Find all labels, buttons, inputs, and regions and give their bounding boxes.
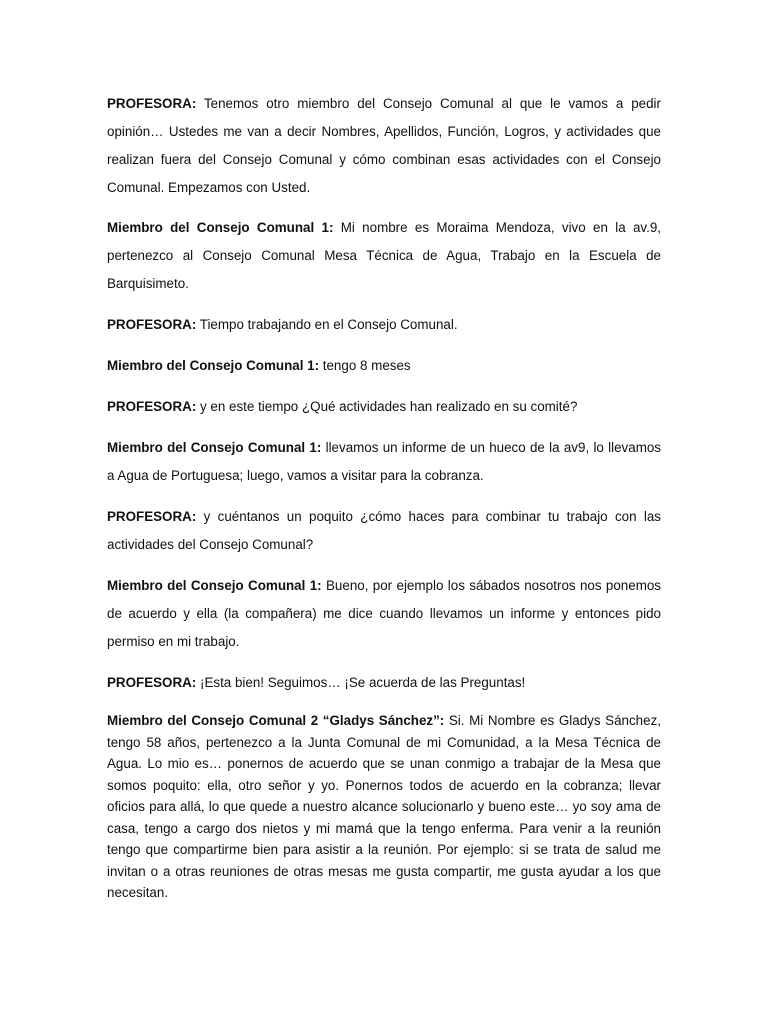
dialogue-text: Si. Mi Nombre es Gladys Sánchez, tengo 58 años, pertenezco a la Junta Comunal de mi Comunidad, a la Mesa Técnica de Agua. Lo mio es… ponernos de acuerdo que se unan conmigo a trabajar de la Mesa que somos poquito: ella, otro señor y yo. Ponernos todos de acuerdo en la cobranza; llevar oficios para allá, lo que quede a nuestro alcance solucionarlo y bueno este… yo soy ama de casa, tengo a cargo dos nietos y mi mamá que la tengo enferma. Para venir a la reunión tengo que compartirme bien para asistir a la reunión. Por ejemplo: si se trata de salud me invitan o a otras reuniones de otras mesas me gusta compartir, me gusta ayudar a los que necesitan. (107, 713, 661, 900)
dialogue-text: Tenemos otro miembro del Consejo Comunal al que le vamos a pedir opinión… Ustedes me van a decir Nombres, Apellidos, Función, Logros, y actividades que realizan fuera del Consejo Comunal y cómo combinan esas actividades con el Consejo Comunal. Empezamos con Usted. (107, 96, 661, 195)
speaker-label: PROFESORA: (107, 399, 197, 414)
dialogue-text: Tiempo trabajando en el Consejo Comunal. (196, 317, 458, 332)
dialogue-paragraph-3 (107, 311, 661, 339)
dialogue-text: llevamos un informe de un hueco de la av9, lo llevamos a Agua de Portuguesa; luego, vamos a visitar para la cobranza. (107, 440, 661, 483)
speaker-label: PROFESORA: (107, 317, 197, 332)
dialogue-paragraph-8 (107, 572, 661, 656)
dialogue-paragraph-5 (107, 393, 661, 421)
speaker-label: PROFESORA: (107, 675, 197, 690)
dialogue-text: y cuéntanos un poquito ¿cómo haces para combinar tu trabajo con las actividades del Consejo Comunal? (107, 509, 661, 552)
dialogue-paragraph-6 (107, 434, 661, 490)
dialogue-paragraph-7 (107, 503, 661, 559)
speaker-label: Miembro del Consejo Comunal 1: (107, 440, 322, 455)
speaker-label: PROFESORA: (107, 96, 197, 111)
dialogue-text: Mi nombre es Moraima Mendoza, vivo en la av.9, pertenezco al Consejo Comunal Mesa Técnica de Agua, Trabajo en la Escuela de Barquisimeto. (107, 220, 661, 291)
dialogue-text: y en este tiempo ¿Qué actividades han realizado en su comité? (196, 399, 578, 414)
dialogue-paragraph-10 (107, 710, 661, 904)
dialogue-text: tengo 8 meses (319, 358, 411, 373)
dialogue-text: ¡Esta bien! Seguimos… ¡Se acuerda de las Preguntas! (196, 675, 526, 690)
dialogue-paragraph-4 (107, 352, 661, 380)
speaker-label: Miembro del Consejo Comunal 1: (107, 220, 334, 235)
speaker-label: Miembro del Consejo Comunal 1: (107, 358, 320, 373)
dialogue-paragraph-9 (107, 669, 661, 697)
dialogue-text: Bueno, por ejemplo los sábados nosotros nos ponemos de acuerdo y ella (la compañera) me dice cuando llevamos un informe y entonces pido permiso en mi trabajo. (107, 578, 662, 649)
speaker-label: Miembro del Consejo Comunal 1: (107, 578, 322, 593)
document-page (107, 90, 661, 904)
speaker-label: Miembro del Consejo Comunal 2 “Gladys Sánchez”: (107, 713, 445, 728)
dialogue-paragraph-1 (107, 90, 661, 202)
speaker-label: PROFESORA: (107, 509, 197, 524)
dialogue-paragraph-2 (107, 214, 661, 298)
